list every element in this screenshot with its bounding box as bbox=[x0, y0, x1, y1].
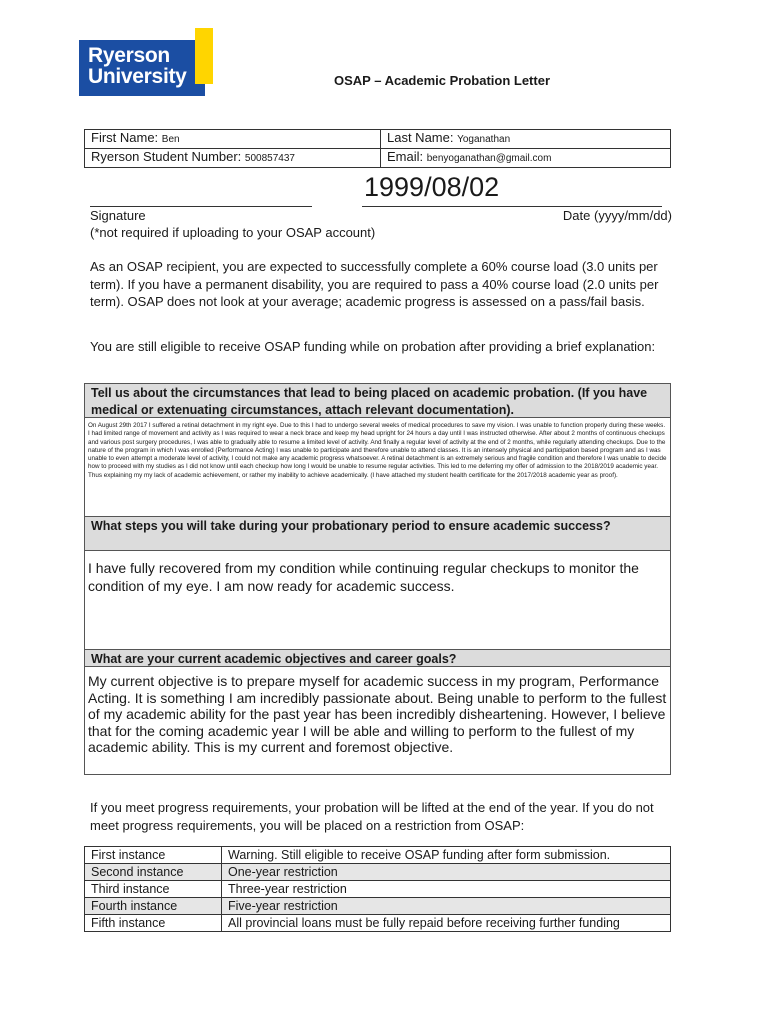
signature-label: Signature bbox=[90, 208, 146, 223]
outcome-cell: Warning. Still eligible to receive OSAP funding after form submission. bbox=[222, 847, 671, 864]
instance-cell: Third instance bbox=[85, 881, 222, 898]
last-name-value: Yoganathan bbox=[457, 134, 511, 145]
table-row bbox=[85, 898, 671, 915]
logo-line-1: Ryerson bbox=[88, 44, 170, 67]
last-name-cell bbox=[381, 130, 671, 149]
restriction-table bbox=[84, 846, 671, 932]
student-number-value: 500857437 bbox=[244, 153, 295, 164]
signature-note: (*not required if uploading to your OSAP account) bbox=[90, 225, 376, 240]
email-label: Email: bbox=[387, 149, 424, 164]
student-number-cell bbox=[85, 149, 381, 168]
instance-cell: First instance bbox=[85, 847, 222, 864]
date-label: Date (yyyy/mm/dd) bbox=[562, 208, 672, 223]
question-heading: What steps you will take during your probationary period to ensure academic success? bbox=[85, 517, 670, 551]
table-row bbox=[85, 864, 671, 881]
first-name-label: First Name: bbox=[91, 130, 159, 145]
outcome-cell: All provincial loans must be fully repaid before receiving further funding bbox=[222, 915, 671, 932]
student-number-label: Ryerson Student Number: bbox=[91, 149, 242, 164]
email-cell bbox=[381, 149, 671, 168]
instance-cell: Fourth instance bbox=[85, 898, 222, 915]
answer-text: On August 29th 2017 I suffered a retinal detachment in my right eye. Due to this I had to undergo several weeks of medical procedures to save my vision. I was unable to function properly during these weeks. I had limited range of movement and activity as I was required to wear a neck brace and keep my head upright for 24 hours a day until I was instructed otherwise. After about 2 months of continuous checkups and various post surgery procedures, I was able to gradually able to resume a limited level of activity. And finally a regular level of activity at the end of 2 months, while regularly attending checkups. Due to the nature of the program in which I was enrolled (Performance Acting) I was unable to participate and therefore unable to attend classes. It is an intensely physical and participation based program and as I was unable to even attempt a moderate level of activity, I could not make any academic progress whatsoever. A retinal detachment is an extremely serious and fragile condition and therefore I was unable to decide how to proceed with my studies as I did not know until each checkup how long I would be unable to resume regular activities. This led to me deferring my offer of admission to the 2018/2019 academic year. Thus explaining my my lack of academic achievement, or rather my inability to achieve academically. (I have attached my student health certificate for the 2017/2018 academic year as proof). bbox=[88, 422, 667, 479]
student-info-table bbox=[84, 129, 671, 168]
instance-cell: Fifth instance bbox=[85, 915, 222, 932]
date-line bbox=[362, 206, 662, 207]
info-row-names bbox=[85, 130, 671, 149]
instance-cell: Second instance bbox=[85, 864, 222, 881]
outcome-cell: One-year restriction bbox=[222, 864, 671, 881]
question-steps bbox=[84, 516, 671, 651]
answer-text: I have fully recovered from my condition while continuing regular checkups to monitor the condition of my eye. I am now ready for academic success. bbox=[88, 560, 639, 594]
outcome-cell: Three-year restriction bbox=[222, 881, 671, 898]
info-row-contact bbox=[85, 149, 671, 168]
logo-text bbox=[88, 45, 187, 87]
question-heading: Tell us about the circumstances that lead to being placed on academic probation. (If you have medical or extenuating circumstances, attach relevant documentation). bbox=[85, 384, 670, 418]
logo-yellow-bar bbox=[195, 28, 213, 84]
progress-note: If you meet progress requirements, your probation will be lifted at the end of the year. If you do not meet progress requirements, you will be placed on a restriction from OSAP: bbox=[90, 800, 654, 833]
first-name-cell bbox=[85, 130, 381, 149]
signature-line bbox=[90, 206, 312, 207]
table-row bbox=[85, 881, 671, 898]
course-load-paragraph: As an OSAP recipient, you are expected to successfully complete a 60% course load (3.0 units per term). If you have a permanent disability, you are required to pass a 40% course load (2.0 units per term). OSAP does not look at your average; academic progress is assessed on a pass/fail basis. bbox=[90, 259, 659, 309]
email-value: benyoganathan@gmail.com bbox=[426, 153, 552, 164]
logo-line-2: University bbox=[88, 65, 187, 88]
outcome-cell: Five-year restriction bbox=[222, 898, 671, 915]
table-row bbox=[85, 915, 671, 932]
answer-text: My current objective is to prepare myself for academic success in my program, Performance Acting. It is something I am incredibly passionate about. Being unable to perform to the fullest of my academic ability for the past year has been incredibly disheartening. However, I believe that for the coming academic year I will be able and willing to perform to the fullest of my academic ability. This is my current and foremost objective. bbox=[88, 673, 667, 755]
date-value: 1999/08/02 bbox=[364, 172, 500, 202]
university-logo bbox=[79, 28, 213, 96]
document-title: OSAP – Academic Probation Letter bbox=[334, 73, 551, 88]
question-heading: What are your current academic objectives and career goals? bbox=[85, 650, 670, 667]
question-circumstances bbox=[84, 383, 671, 518]
first-name-value: Ben bbox=[161, 134, 180, 145]
table-row bbox=[85, 847, 671, 864]
last-name-label: Last Name: bbox=[387, 130, 454, 145]
eligibility-paragraph: You are still eligible to receive OSAP funding while on probation after providing a brief explanation: bbox=[90, 339, 656, 354]
question-objectives bbox=[84, 649, 671, 775]
